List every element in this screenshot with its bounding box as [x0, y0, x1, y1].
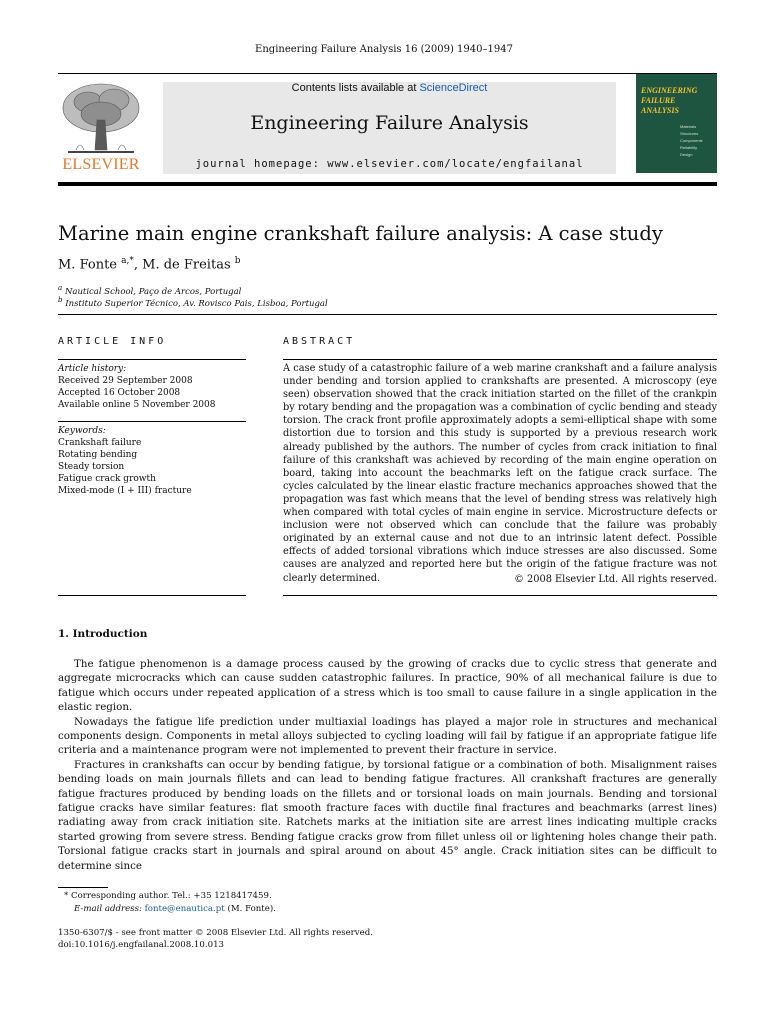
keyword: Rotating bending [58, 450, 138, 460]
divider [58, 421, 246, 422]
divider [283, 359, 717, 360]
divider [283, 595, 717, 596]
divider [58, 359, 246, 360]
footnote-rule [58, 887, 108, 888]
keywords: Keywords: Crankshaft failure Rotating bending Steady torsion Fatigue crack growth Mixed-mode (I + III) fracture [58, 425, 246, 497]
contents-line: Contents lists available at ScienceDirect [291, 82, 488, 94]
paragraph: Nowadays the fatigue life prediction under multiaxial loadings has played a major role in structures and mechanical components design. Components in metal alloys subjected to cycling loading will fail by fatigue if an appropriate fatigue life criteria and a maintenance program were not implemented to prevent their fracture in service. [58, 715, 717, 757]
elsevier-tree-icon [58, 80, 144, 156]
section-heading-introduction: 1. Introduction [58, 628, 148, 640]
affiliation-b: $^b$ Instituto Superior Técnico, Av. Rovisco Pais, Lisboa, Portugal [58, 295, 328, 309]
journal-citation: Engineering Failure Analysis 16 (2009) 1940–1947 [255, 44, 513, 55]
journal-title: Engineering Failure Analysis [250, 112, 529, 134]
paragraph: Fractures in crankshafts can occur by bending fatigue, by torsional fatigue or a combination of both. Misalignment raises bending loads on main journals fillets and can lead to bending fatigue fractures. All crankshaft fractures are generally fatigue fractures produced by bending loads on the fillets and or torsional loads on main journals. Bending and torsional fatigue cracks have similar features: flat smooth fracture faces with ductile final fractures and beachmarks (arrest lines) radiating away from crack initiation site. Ratchets marks at the initiation site are arrest lines indicating multiple cracks started growing from severe stress. Bending fatigue cracks grow from fillet unless oil or lightening holes change their path. Torsional fatigue cracks start in journals and spiral around on about 45° angle. Crack initiation sites can be difficult to determine since [58, 758, 717, 872]
header-bottom-rule [58, 182, 717, 186]
journal-cover-thumbnail: ENGINEERING FAILURE ANALYSIS Materials Structures Components Reliability Design [636, 74, 717, 173]
keyword: Fatigue crack growth [58, 474, 156, 484]
abstract-copyright: © 2008 Elsevier Ltd. All rights reserved. [514, 574, 717, 585]
abstract-text: A case study of a catastrophic failure of a web marine crankshaft and a failure analysis under bending and torsion applied to crankshafts are presented. A microscopy (eye seen) observation showed that the crack initiation started on the fillet of the crankpin by rotary bending and the propagation was a combination of cyclic bending and steady torsion. The crack front profile approximately adopts a semi-elliptical shape with some distortion due to torsion and this study is supported by a previous research work already published by the authors. The number of cycles from crack initiation to final failure of this crankshaft was achieved by recording of the main engine operation on board, taking into account the beachmarks left on the fatigue crack surface. The cycles calculated by the linear elastic fracture mechanics approaches showed that the propagation was fast which means that the level of bending stress was relatively high when compared with total cycles of main engine in service. Microstructure defects or inclusion were not observed which can conclude that the failure was probably originated by an external cause and not due to an intrinsic latent defect. Possible effects of added torsional vibrations which induce stresses are also discussed. Some causes are analyzed and reported here but the origin of the fatigue fracture was not clearly determined. [283, 363, 717, 584]
journal-homepage[interactable]: journal homepage: www.elsevier.com/locate/engfailanal [195, 158, 584, 170]
article-title: Marine main engine crankshaft failure analysis: A case study [58, 222, 663, 245]
doi-line[interactable]: doi:10.1016/j.engfailanal.2008.10.013 [58, 940, 225, 950]
divider [58, 314, 717, 315]
keyword: Mixed-mode (I + III) fracture [58, 486, 192, 496]
corresponding-author-note: * Corresponding author. Tel.: +35 1218417459. [64, 891, 272, 901]
journal-banner [163, 82, 616, 174]
keyword: Crankshaft failure [58, 438, 142, 448]
paragraph: The fatigue phenomenon is a damage process caused by the growing of cracks due to cyclic stress that generate and aggregate microcracks which can cause sudden catastrophic failures. In practice, 90% of all mechanical failure is due to fatigue which occurs under repeated application of a stress which is too small to cause failure in a single application in the elastic region. [58, 658, 717, 714]
divider [58, 595, 246, 596]
publisher-name: ELSEVIER [62, 156, 140, 173]
author-list: M. Fonte $^{a,*}$, M. de Freitas $^b$ [58, 256, 241, 273]
email-note: E-mail address: fonte@enautica.pt (M. Fonte). [74, 904, 276, 914]
article-info-heading: ARTICLE INFO [58, 336, 167, 347]
issn-line: 1350-6307/$ - see front matter © 2008 Elsevier Ltd. All rights reserved. [58, 928, 373, 938]
header-top-rule [58, 73, 717, 74]
article-history: Article history: Received 29 September 2008 Accepted 16 October 2008 Available online 5 November 2008 [58, 364, 216, 410]
email-link[interactable]: fonte@enautica.pt [144, 904, 225, 914]
keyword: Steady torsion [58, 462, 125, 472]
cover-title: ENGINEERING FAILURE ANALYSIS [641, 86, 698, 115]
elsevier-logo [58, 80, 144, 176]
affiliation-a: $^a$ Nautical School, Paço de Arcos, Portugal [58, 283, 242, 297]
abstract-heading: ABSTRACT [283, 336, 356, 347]
sciencedirect-link[interactable]: ScienceDirect [419, 82, 488, 94]
introduction-body [58, 657, 717, 873]
